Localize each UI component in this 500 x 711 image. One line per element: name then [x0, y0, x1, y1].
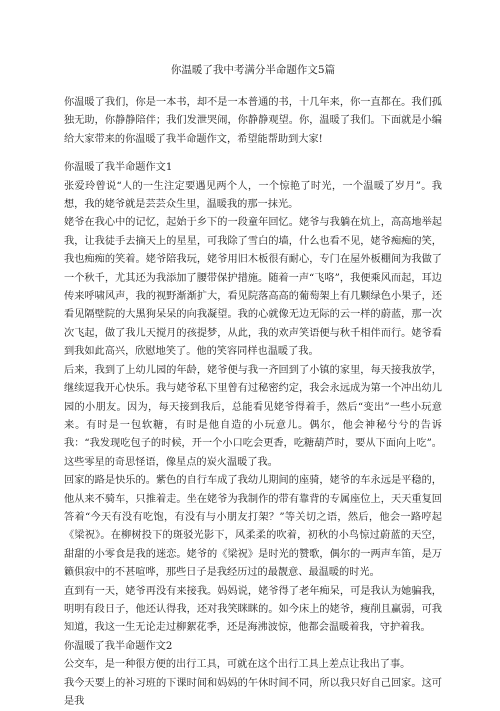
- body-paragraph: 我今天要上的补习班的下课时间和妈妈的午休时间不同，所以我只好自己回家。这可是我: [64, 677, 442, 707]
- section-heading: 你温暖了我半命题作文1: [64, 162, 173, 174]
- intro-paragraph: 你温暖了我们，你是一本书，却不是一本普通的书，十几年来，你一直都在。我们孤独无助，你静静陪伴；我们发泄哭闹，你静静观望。你，温暖了我们。下面就是小编给大家带来的你温暖了我半命题作文，希望能帮助到大家!: [64, 97, 442, 145]
- body-paragraph: 后来，我到了上幼儿园的年龄，姥爷便与我一齐回到了小镇的家里，每天接我放学，继续逗我开心快乐。我与姥爷私下里曾有过秘密约定，我会永远成为第一个冲出幼儿园的小朋友。因为，每天接到我后，总能看见姥爷得着手，然后“变出”一些小玩意来。有时是一包软糖，有时是他自造的小玩意儿。偶尔，他会神秘兮兮的告诉我：“我发现吃包子的时候，开一个小口吃会更香，吃糖葫芦时，要从下面向上吃”。这些零星的奇思怪语，像星点的炭火温暖了我。: [64, 364, 442, 468]
- title-spacer: [64, 78, 442, 88]
- section-heading: 你温暖了我半命题作文2: [64, 640, 173, 652]
- body-paragraph: 公交车，是一种很方便的出行工具，可就在这个出行工具上差点让我出了事。: [64, 659, 411, 671]
- body-paragraph: 回家的路是快乐的。紫色的自行车成了我幼儿期间的座骑，姥爷的车永远是平稳的，他从来不骑车，只推着走。坐在姥爷为我制作的带有靠背的专属座位上，天天重复回答着“今天有没有吃饱，有没有与小朋友打架？”等关切之语，然后，他会一路哼起《梁祝》。在柳树投下的斑驳光影下，风柔柔的吹着，初秋的小鸟惊过蔚蓝的天空，甜甜的小零食是我的迷恋。姥爷的《梁祝》是时光的赞歌，偶尔的一两声车笛，是万籁俱寂中的不甚喧哗，那些日子是我经历过的最靓意、最温暖的时光。: [64, 475, 442, 579]
- body-paragraph: 姥爷在我心中的记忆，起始于乡下的一段童年回忆。姥爷与我躺在炕上，高高地举起我，让我徒手去摘天上的星星，可我除了雪白的墙，什么也看不见，姥爷痴痴的笑，我也痴痴的笑着。姥爷陪我玩，姥爷用旧木板很有耐心，专门在屋外板棚间为我做了一个秋千，尤其还为我添加了腰带保护措施。随着一声“飞咯”，我便乘风而起，耳边传来呼啸风声，我的视野渐渐扩大，看见院落高高的葡萄架上有几颗绿色小果子，还看见隔壁院的大黑狗呆呆的向我凝望。我的心就像无边无际的云一样的蔚蓝，那一次次飞起，做了我儿天搅月的孩提梦，从此，我的欢声笑语便与秋千相伴而行。姥爷看到我如此高兴，欣慰地笑了。他的笑容同样也温暖了我。: [64, 217, 442, 358]
- body-paragraph: 直到有一天，姥爷再没有来接我。妈妈说，姥爷得了老年痴呆，可是我认为她骗我，明明有段日子，他还认得我，还对我笑眯眯的。如今床上的姥爷，瘦削且赢弱，可我知道，我这一生无论走过柳絮花季，还是海沸波惊，他都会温暖着我，守护着我。: [64, 585, 442, 634]
- body-paragraph: 张爱玲曾说“人的一生注定要遇见两个人，一个惊艳了时光，一个温暖了岁月”。我想，我的姥爷就是芸芸众生里，温暖我的那一抹光。: [64, 180, 442, 211]
- document-title: 你温暖了我中考满分半命题作文5篇: [170, 64, 336, 76]
